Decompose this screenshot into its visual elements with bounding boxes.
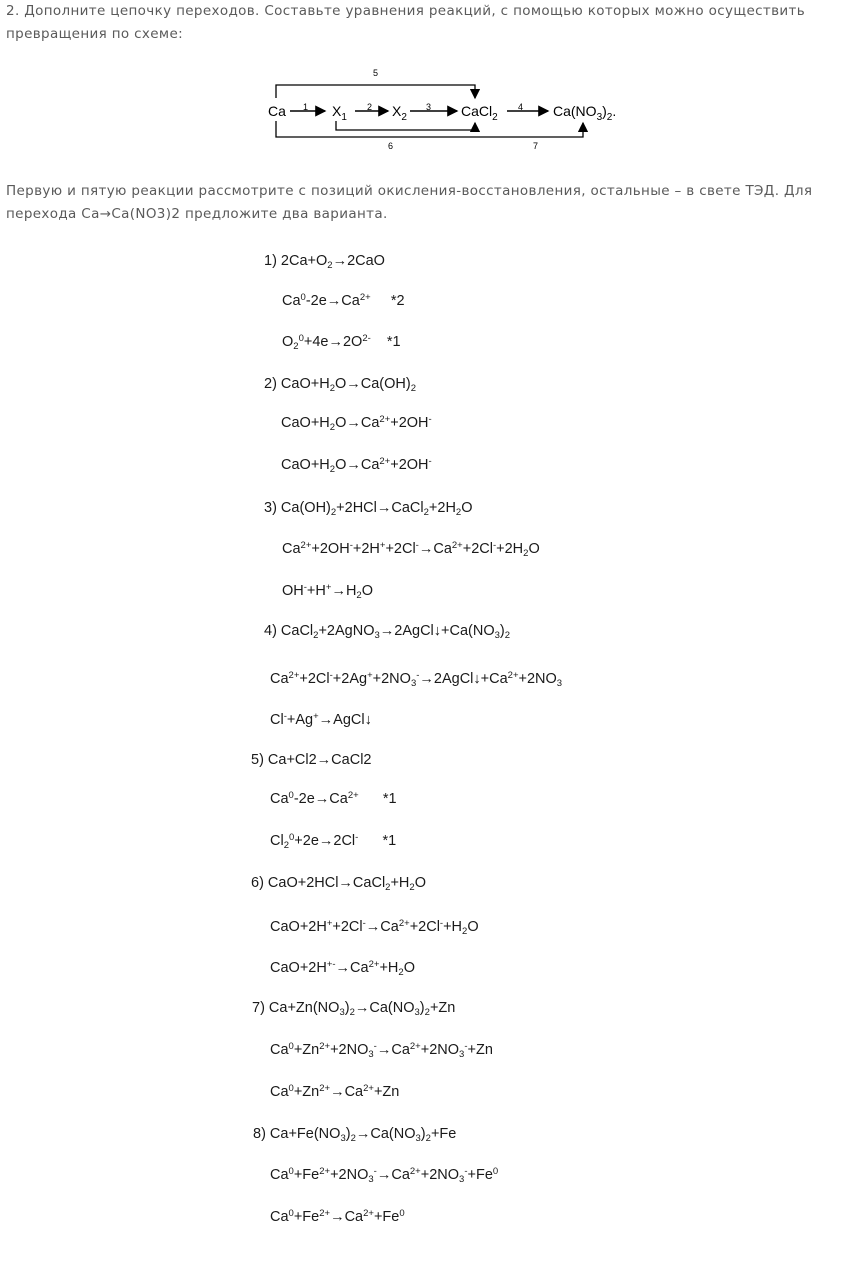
species-ca: Ca [268, 103, 286, 119]
equation-2: 2) $CaO+H_2O\to Ca(OH)_2$ [264, 376, 417, 394]
equation-1-reduction: $O_2^0+4e\to 2O^{2-}$ *1 [282, 333, 401, 352]
equation-3-short-ionic: $OH^-+H^+\to H_2O$ [282, 582, 373, 601]
equation-4-short-ionic: Cl-+Ag+→AgCl↓ [270, 711, 372, 728]
task-statement: 2. Дополните цепочку переходов. Составьте уравнения реакций, с помощью которых можно осуществить превращения по схеме: [6, 3, 806, 42]
equation-8-full-ionic: $Ca^0+Fe^{2+}+2NO_3^-\to Ca^{2+}+2NO_3^-+Fe^0$ [270, 1166, 499, 1185]
task-note: Первую и пятую реакции рассмотрите с позиций окисления-восстановления, остальные – в свете ТЭД. Для перехода Ca→Ca(NO3)2 предложите два варианта. [6, 183, 813, 222]
step-label-7: 7 [533, 141, 539, 151]
equation-1-oxidation: $Ca^0-2e\to Ca^{2+}$ *2 [282, 292, 405, 309]
arrow-7 [276, 121, 583, 137]
step-label-1: 1 [303, 102, 309, 112]
step-label-2: 2 [367, 102, 373, 112]
equation-7: 7) $Ca+Zn(NO_3)_2\to Ca(NO_3)_2+Zn$ [252, 1000, 456, 1018]
transformation-scheme [250, 60, 670, 160]
equation-7-full-ionic: $Ca^0+Zn^{2+}+2NO_3^-\to Ca^{2+}+2NO_3^-+Zn$ [270, 1041, 493, 1060]
step-label-6: 6 [388, 141, 394, 151]
arrow-5 [276, 85, 475, 98]
equation-8: 8) $Ca+Fe(NO_3)_2\to Ca(NO_3)_2+Fe$ [253, 1126, 457, 1144]
equation-6-short-ionic: $CaO+2H^{+-}\to Ca^{2+}+H_2O$ [270, 959, 415, 978]
step-label-5: 5 [373, 68, 379, 78]
equation-2-short-ionic: $CaO+H_2O\to Ca^{2+}+2OH^-$ [281, 456, 432, 475]
equation-7-short-ionic: $Ca^0+Zn^{2+}\to Ca^{2+}+Zn$ [270, 1083, 400, 1100]
equation-5-oxidation: $Ca^0-2e\to Ca^{2+}$ *1 [270, 790, 397, 807]
equation-6: 6) $CaO+2HCl\to CaCl_2+H_2O$ [251, 875, 426, 893]
equation-8-short-ionic: $Ca^0+Fe^{2+}\to Ca^{2+}+Fe^0$ [270, 1208, 405, 1225]
equation-4: 4) $CaCl_2+2AgNO_3\to 2AgCl↓+Ca(NO_3)_2$ [264, 623, 511, 641]
species-x2: $X_2$ [392, 103, 407, 123]
equation-5: 5) Ca+Cl2→CaCl2 [251, 752, 372, 768]
equation-3-full-ionic: $Ca^{2+}+2OH^-+2H^++2Cl^-\to Ca^{2+}+2Cl^-+2H_2O$ [282, 540, 540, 559]
equation-5-reduction: $Cl_2^0+2e\to 2Cl^-$ *1 [270, 832, 397, 851]
species-ca-no3-2: $Ca(NO_3)_2$. [553, 103, 617, 123]
equation-3: 3) $Ca(OH)_2+2HCl\to CaCl_2+2H_2O$ [264, 500, 473, 518]
step-label-3: 3 [426, 102, 432, 112]
species-cacl2: CaCl$_2$ [461, 103, 498, 123]
equation-2-full-ionic: $CaO+H_2O\to Ca^{2+}+2OH^-$ [281, 414, 432, 433]
species-x1: $X_1$ [332, 103, 347, 123]
step-label-4: 4 [518, 102, 524, 112]
equation-4-full-ionic: $Ca^{2+}+2Cl^-+2Ag^++2NO_3^-\to 2AgCl↓+Ca^{2+}+2NO_3$ [270, 670, 563, 689]
equation-1: 1) $2Ca+O_2\to 2CaO$ [264, 253, 385, 271]
equation-6-full-ionic: $CaO+2H^++2Cl^-\to Ca^{2+}+2Cl^-+H_2O$ [270, 918, 479, 937]
